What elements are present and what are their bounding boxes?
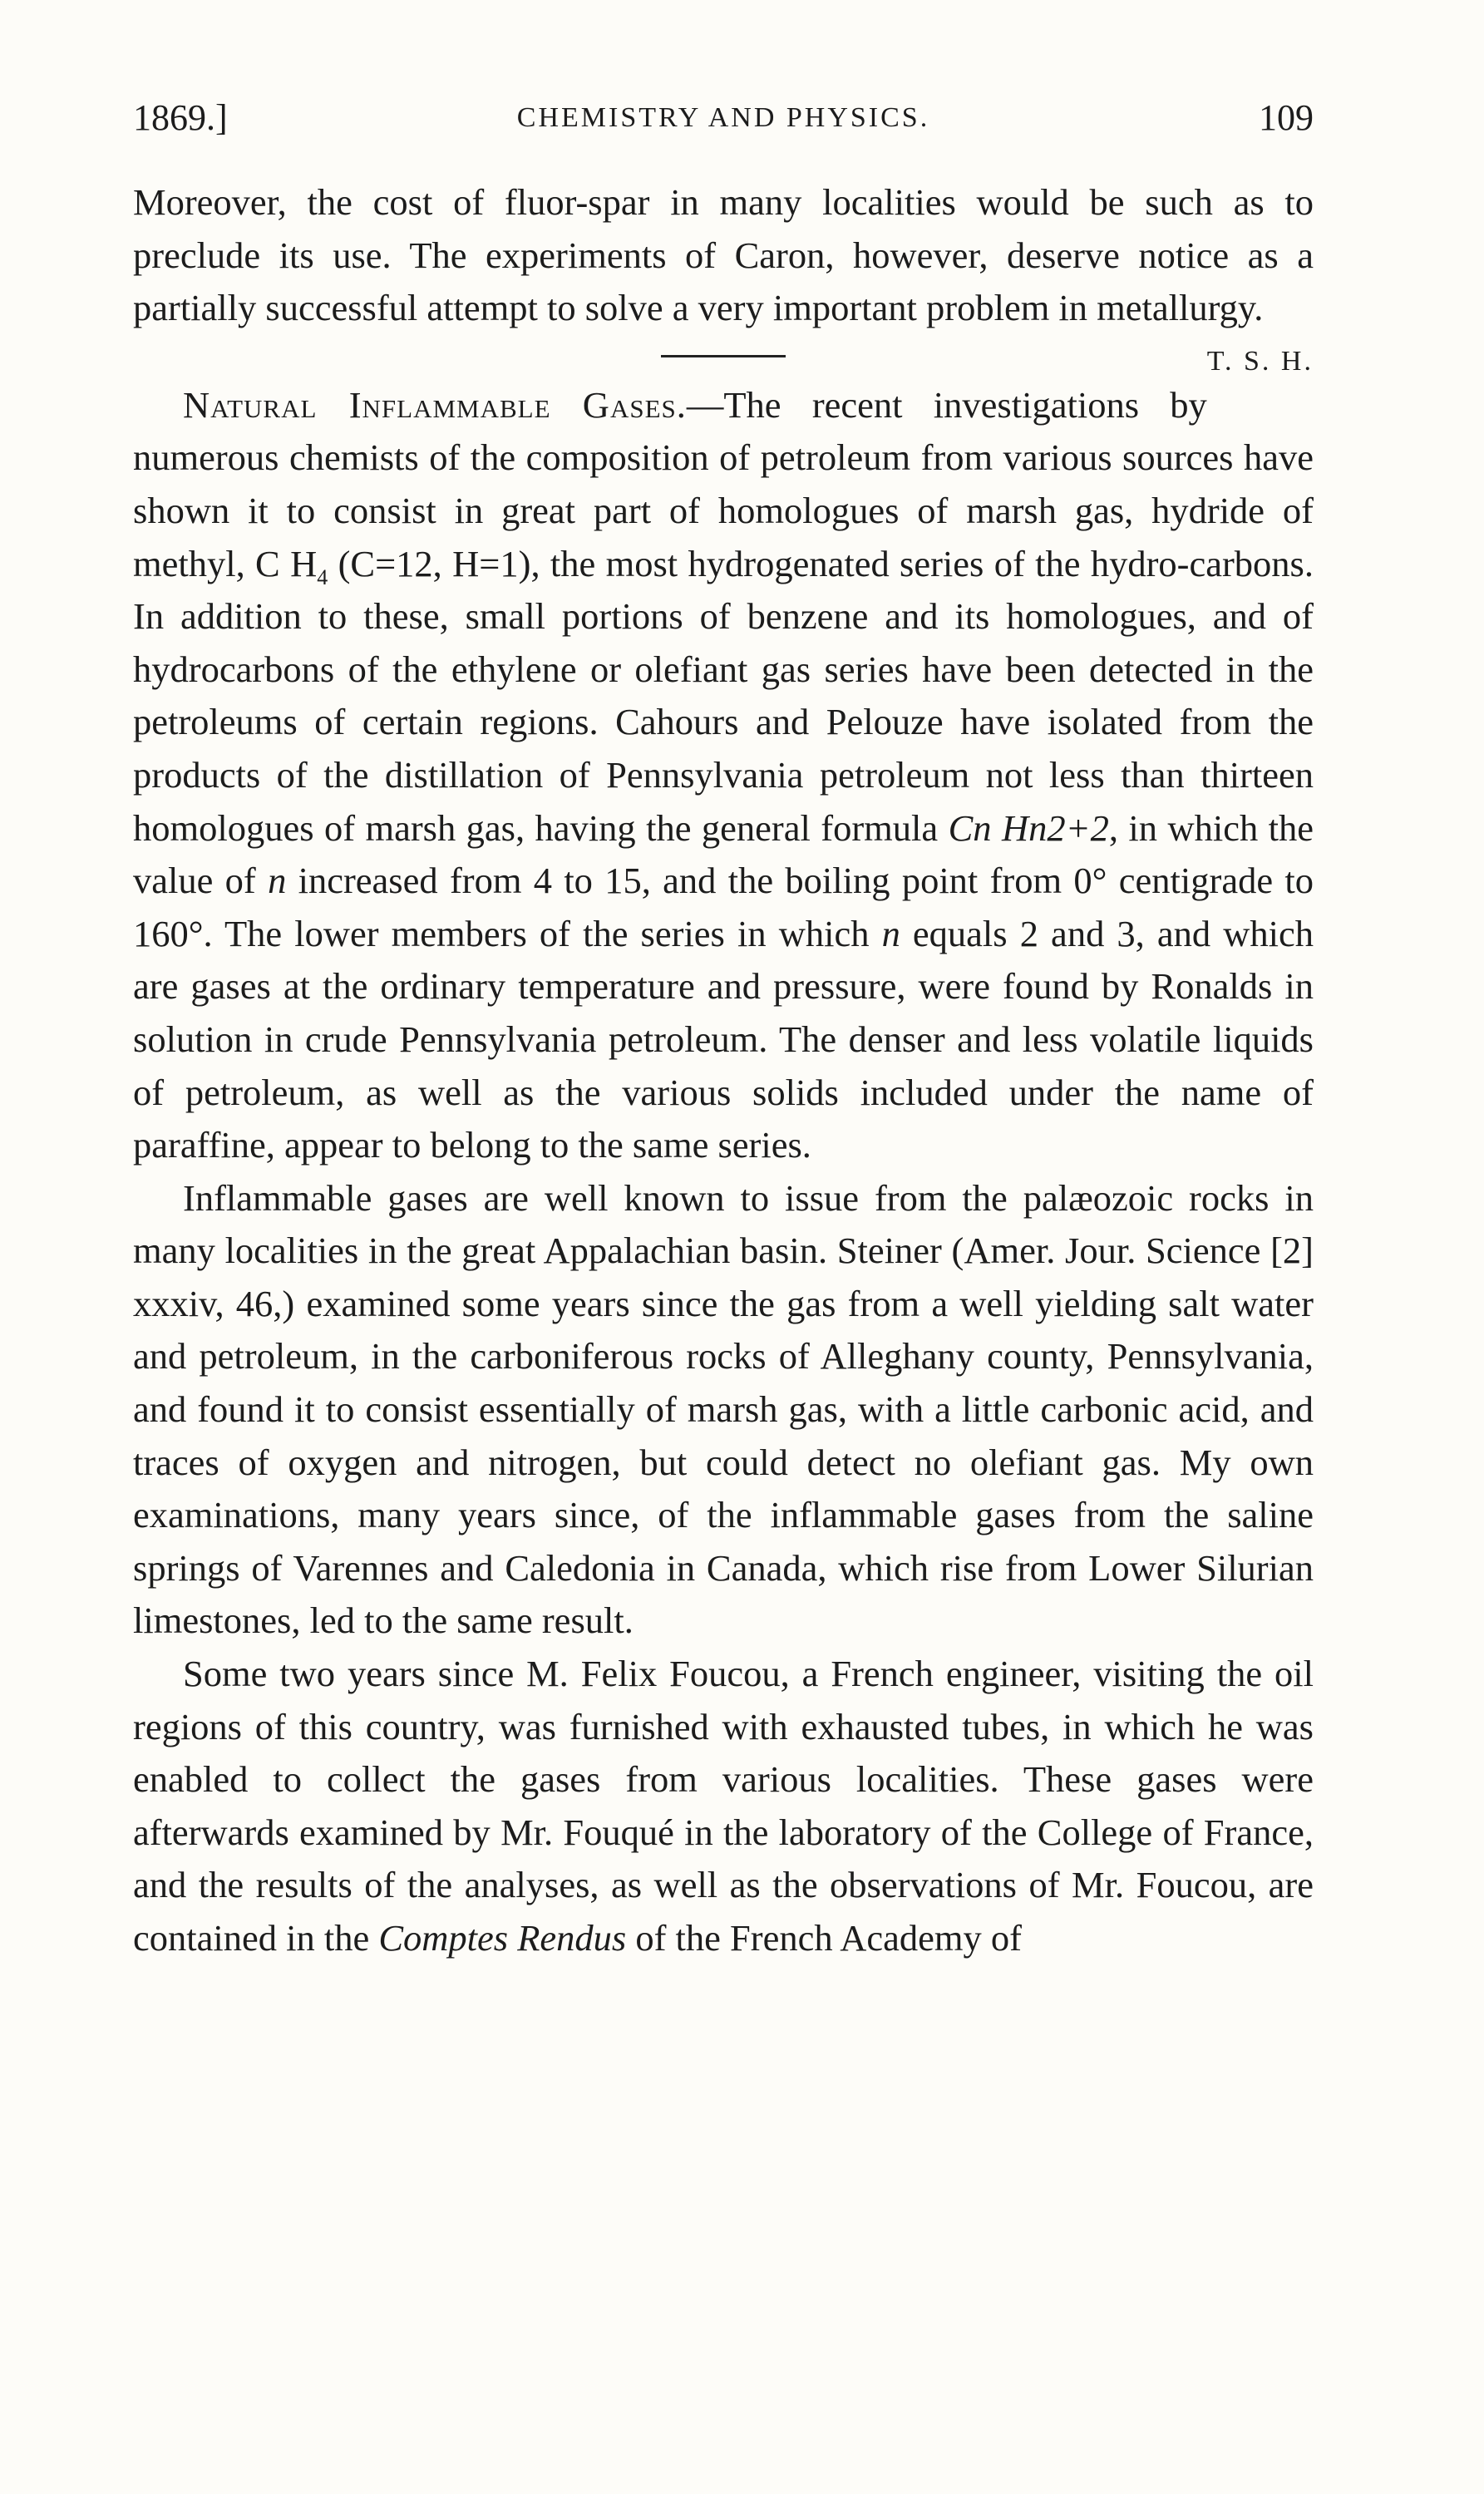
p3-part-a: Some two years since M. Felix Foucou, a French engineer, visiting the oil regions of this country, was furnished with exhausted tubes, in which he was enabled to collect the gases from various localities. These gases were afterwards examined by Mr. Fouqué in the laboratory of the College of France, and the results of the analyses, as well as the observations of Mr. Foucou, are contained in the bbox=[133, 1653, 1314, 1959]
article-paragraph-3 bbox=[133, 1648, 1314, 1965]
author-initials: T. S. H. bbox=[1206, 345, 1314, 377]
p3-part-b: of the French Academy of bbox=[626, 1917, 1022, 1959]
p1-part-c bbox=[992, 807, 1002, 849]
article-paragraph-1 bbox=[133, 379, 1314, 1172]
p1-subscript: 4 bbox=[317, 564, 328, 589]
p1-part-f: equals 2 and 3, and which are gases at the ordinary temperature and pressure, were found by Ronalds in solution in crude Pennsylvania petroleum. The denser and less volatile liquids of petroleum, as well as the various solids included under the name of paraffine, appear to belong to the same series. bbox=[133, 912, 1314, 1166]
journal-title: Comptes Rendus bbox=[378, 1917, 627, 1959]
article-title: Natural Inflammable Gases. bbox=[183, 383, 687, 426]
p1-var-n-1: n bbox=[268, 860, 287, 902]
article-paragraph-2: Inflammable gases are well known to issue from the palæozoic rocks in many localities in the great Appalachian basin. Steiner (Amer. Jour. Science [2] xxxiv, 46,) examined some years since the gas from a well yielding salt water and petroleum, in the carboniferous rocks of Alleghany county, Pennsylvania, and found it to consist essentially of marsh gas, with a little carbonic acid, and traces of oxygen and nitrogen, but could detect no olefiant gas. My own examinations, many years since, of the inflammable gases from the saline springs of Varennes and Caledonia in Canada, which rise from Lower Silurian limestones, led to the same result. bbox=[133, 1176, 1314, 1642]
p1-formula-c: Cn bbox=[948, 806, 992, 849]
header-section: CHEMISTRY AND PHYSICS. bbox=[516, 102, 930, 133]
running-header bbox=[133, 93, 1314, 143]
p1-formula-h: Hn2+2 bbox=[1001, 806, 1109, 849]
section-divider bbox=[661, 355, 786, 357]
p1-part-a: —The recent investigations by numerous chemists of the composition of petroleum from various sources have shown it to consist in great part of homologues of marsh gas, hydride of methyl, C H bbox=[133, 383, 1314, 584]
intro-text: Moreover, the cost of fluor-spar in many localities would be such as to preclude its use. The experiments of Caron, however, deserve notice as a partially successful attempt to solve a very important problem in metallurgy. bbox=[133, 181, 1314, 329]
intro-paragraph bbox=[133, 176, 1314, 377]
p1-part-e: increased from 4 to 15, and the boiling point from 0° centigrade to 160°. The lower members of the series in which bbox=[133, 860, 1314, 954]
p1-part-d: , in which the value of bbox=[133, 806, 1314, 902]
p1-var-n-2: n bbox=[881, 912, 900, 954]
page-body bbox=[133, 176, 1314, 1965]
p1-part-b: (C=12, H=1), the most hydrogenated series of the hydro-carbons. In addition to these, small portions of benzene and its homologues, and of hydrocarbons of the ethylene or olefiant gas series have been detected in the petroleums of certain regions. Cahours and Pelouze have isolated from the products of the distillation of Pennsylvania petroleum not less than thirteen homologues of marsh gas, having the general formula bbox=[133, 542, 1314, 849]
page-number: 109 bbox=[1259, 97, 1314, 138]
header-year: 1869.] bbox=[133, 97, 228, 138]
